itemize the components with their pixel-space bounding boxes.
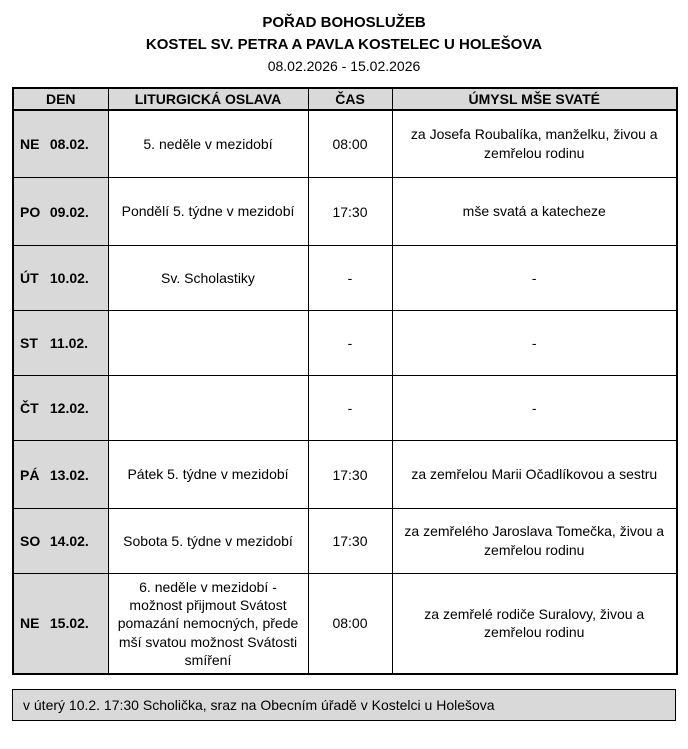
day-abbr: SO: [20, 533, 41, 549]
day-abbr: NE: [20, 615, 40, 632]
table-row: [13, 376, 677, 441]
day-date: 10.02.: [49, 270, 89, 286]
day-cell: [13, 441, 108, 509]
day-cell: [13, 110, 108, 178]
day-cell: [13, 376, 108, 441]
day-date: 09.02.: [49, 203, 89, 220]
day-abbr: NE: [20, 135, 40, 152]
intention-cell: za zemřelé rodiče Suralovy, živou a zemřelou rodinu: [392, 574, 677, 674]
time-cell: -: [308, 311, 392, 376]
table-row: [13, 311, 677, 376]
day-date: 11.02.: [49, 335, 89, 351]
day-date: 08.02.: [49, 135, 89, 152]
service-schedule-table: [12, 87, 678, 675]
celebration-cell: Sv. Scholastiky: [108, 246, 308, 311]
footer-note: v úterý 10.2. 17:30 Scholička, sraz na Obecním úřadě v Kostelci u Holešova: [12, 689, 676, 721]
intention-cell: -: [392, 376, 677, 441]
time-cell: 08:00: [308, 110, 392, 178]
day-abbr: ÚT: [20, 270, 39, 286]
day-cell: [13, 246, 108, 311]
intention-cell: mše svatá a katecheze: [392, 178, 677, 246]
time-cell: -: [308, 246, 392, 311]
table-header-row: [13, 88, 677, 110]
table-row: [13, 110, 677, 178]
celebration-cell: [108, 376, 308, 441]
time-cell: -: [308, 376, 392, 441]
time-cell: 08:00: [308, 574, 392, 674]
day-abbr: PO: [20, 203, 41, 220]
time-cell: 17:30: [308, 178, 392, 246]
intention-cell: -: [392, 246, 677, 311]
intention-cell: -: [392, 311, 677, 376]
table-row: [13, 574, 677, 674]
celebration-cell: Pátek 5. týdne v mezidobí: [108, 441, 308, 509]
table-row: [13, 441, 677, 509]
celebration-cell: 6. neděle v mezidobí - možnost přijmout Svátost pomazání nemocných, přede mší svatou možnost Svátosti smíření: [108, 574, 308, 674]
time-cell: 17:30: [308, 509, 392, 574]
intention-cell: za zemřelou Marii Očadlíkovou a sestru: [392, 441, 677, 509]
day-abbr: PÁ: [20, 466, 40, 483]
table-row: [13, 246, 677, 311]
celebration-cell: Sobota 5. týdne v mezidobí: [108, 509, 308, 574]
time-cell: 17:30: [308, 441, 392, 509]
intention-cell: za zemřelého Jaroslava Tomečka, živou a zemřelou rodinu: [392, 509, 677, 574]
col-header-umysl: ÚMYSL MŠE SVATÉ: [392, 88, 677, 110]
table-row: [13, 509, 677, 574]
day-cell: [13, 311, 108, 376]
celebration-cell: Pondělí 5. týdne v mezidobí: [108, 178, 308, 246]
intention-cell: za Josefa Roubalíka, manželku, živou a zemřelou rodinu: [392, 110, 677, 178]
celebration-cell: 5. neděle v mezidobí: [108, 110, 308, 178]
day-date: 12.02.: [49, 400, 89, 416]
day-date: 15.02.: [49, 615, 89, 632]
day-cell: [13, 574, 108, 674]
day-date: 14.02.: [49, 533, 89, 549]
day-abbr: ST: [20, 335, 38, 351]
date-range: 08.02.2026 - 15.02.2026: [267, 57, 421, 74]
day-abbr: ČT: [20, 400, 39, 416]
table-row: [13, 178, 677, 246]
day-cell: [13, 509, 108, 574]
day-date: 13.02.: [49, 466, 89, 483]
col-header-cas: ČAS: [308, 88, 392, 110]
col-header-liturgicka-oslava: LITURGICKÁ OSLAVA: [108, 88, 308, 110]
page-subtitle: KOSTEL SV. PETRA A PAVLA KOSTELEC U HOLEŠOVA: [145, 35, 543, 53]
day-cell: [13, 178, 108, 246]
document-header: [12, 12, 676, 77]
page-title: POŘAD BOHOSLUŽEB: [262, 14, 426, 31]
celebration-cell: [108, 311, 308, 376]
col-header-den: DEN: [13, 88, 108, 110]
